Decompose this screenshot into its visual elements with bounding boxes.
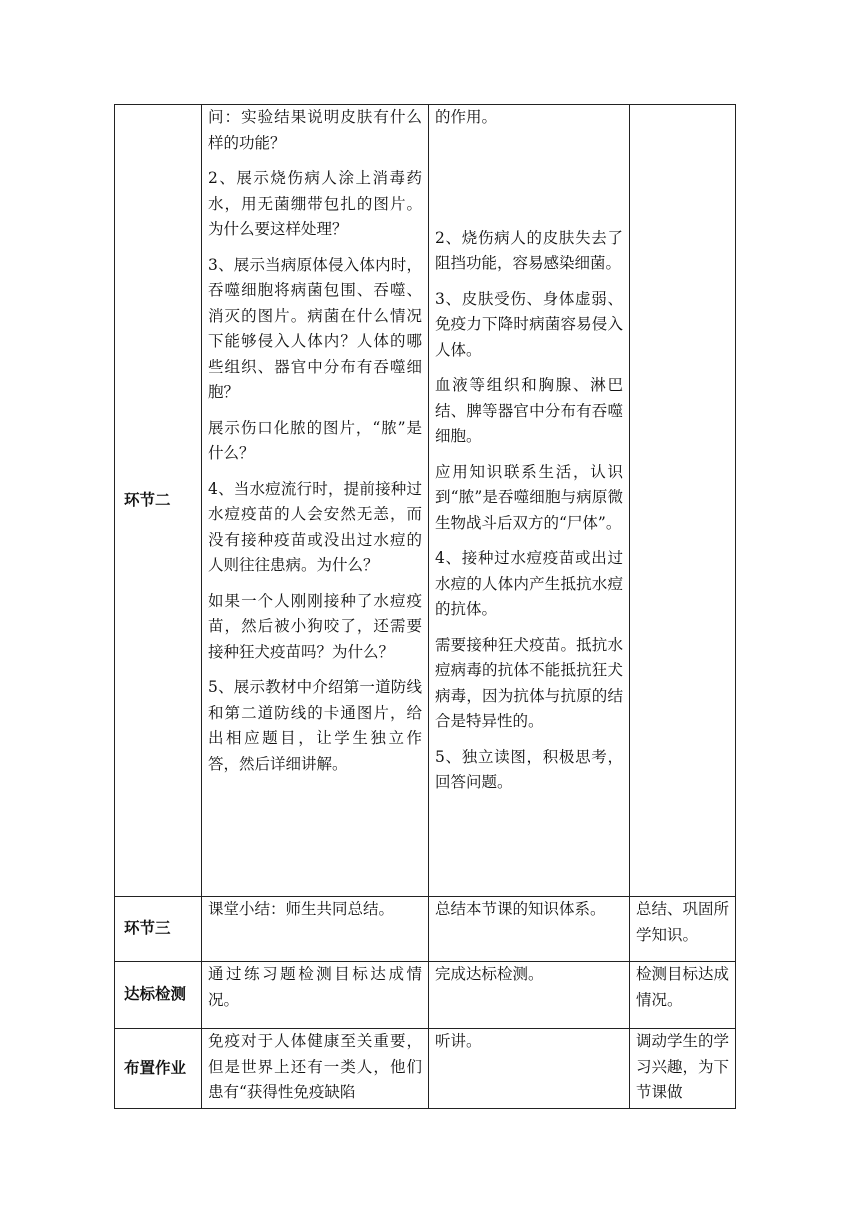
stage-cell: 达标检测 bbox=[115, 962, 202, 1029]
design-intent-cell bbox=[630, 105, 736, 897]
teacher-activity-cell: 课堂小结：师生共同总结。 bbox=[202, 897, 429, 962]
student-activity-cell: 总结本节课的知识体系。 bbox=[429, 897, 630, 962]
lesson-plan-table bbox=[114, 104, 736, 1109]
stage-cell: 布置作业 bbox=[115, 1029, 202, 1109]
table-row bbox=[115, 105, 736, 897]
paragraph: 5、展示教材中介绍第一道防线和第二道防线的卡通图片，给出相应题目，让学生独立作答，然后详细讲解。 bbox=[208, 678, 422, 773]
paragraph: 应用知识联系生活，认识到“脓”是吞噬细胞与病原微生物战斗后双方的“尸体”。 bbox=[435, 462, 623, 532]
table-row bbox=[115, 1029, 736, 1109]
student-activity-cell: 听讲。 bbox=[429, 1029, 630, 1109]
teacher-activity-cell: 免疫对于人体健康至关重要，但是世界上还有一类人，他们患有“获得性免疫缺陷 bbox=[202, 1029, 429, 1109]
design-intent-cell: 调动学生的学习兴趣，为下节课做 bbox=[630, 1029, 736, 1109]
paragraph: 4、当水痘流行时，提前接种过水痘疫苗的人会安然无恙，而没有接种疫苗或没出过水痘的人则往往患病。为什么？ bbox=[208, 479, 422, 574]
design-intent-cell: 总结、巩固所学知识。 bbox=[630, 897, 736, 962]
paragraph: 问：实验结果说明皮肤有什么样的功能？ bbox=[208, 108, 422, 152]
stage-cell: 环节三 bbox=[115, 897, 202, 962]
paragraph: 2、展示烧伤病人涂上消毒药水，用无菌绷带包扎的图片。为什么要这样处理？ bbox=[208, 169, 422, 238]
paragraph: 3、皮肤受伤、身体虚弱、免疫力下降时病菌容易侵入人体。 bbox=[435, 289, 623, 359]
paragraph: 5、独立读图，积极思考，回答问题。 bbox=[435, 747, 623, 791]
teacher-activity-cell: 通过练习题检测目标达成情况。 bbox=[202, 962, 429, 1029]
table-row bbox=[115, 897, 736, 962]
paragraph: 血液等组织和胸腺、淋巴结、脾等器官中分布有吞噬细胞。 bbox=[435, 376, 623, 445]
design-intent-cell: 检测目标达成情况。 bbox=[630, 962, 736, 1029]
paragraph: 如果一个人刚刚接种了水痘疫苗，然后被小狗咬了，还需要接种狂犬疫苗吗？为什么？ bbox=[208, 591, 422, 661]
paragraph: 展示伤口化脓的图片，“脓”是什么？ bbox=[208, 418, 422, 462]
student-activity-cell: 完成达标检测。 bbox=[429, 962, 630, 1029]
stage-cell: 环节二 bbox=[115, 105, 202, 897]
paragraph: 4、接种过水痘疫苗或出过水痘的人体内产生抵抗水痘的抗体。 bbox=[435, 549, 623, 618]
teacher-activity-cell bbox=[202, 105, 429, 897]
table-row bbox=[115, 962, 736, 1029]
paragraph: 的作用。 bbox=[435, 108, 498, 126]
paragraph: 需要接种狂犬疫苗。抵抗水痘病毒的抗体不能抵抗狂犬病毒，因为抗体与抗原的结合是特异性的。 bbox=[435, 635, 623, 730]
paragraph: 2、烧伤病人的皮肤失去了阻挡功能，容易感染细菌。 bbox=[435, 228, 623, 272]
student-activity-cell bbox=[429, 105, 630, 897]
paragraph: 3、展示当病原体侵入体内时，吞噬细胞将病菌包围、吞噬、消灭的图片。病菌在什么情况下能够侵入人体内？人体的哪些组织、器官中分布有吞噬细胞？ bbox=[208, 255, 422, 401]
